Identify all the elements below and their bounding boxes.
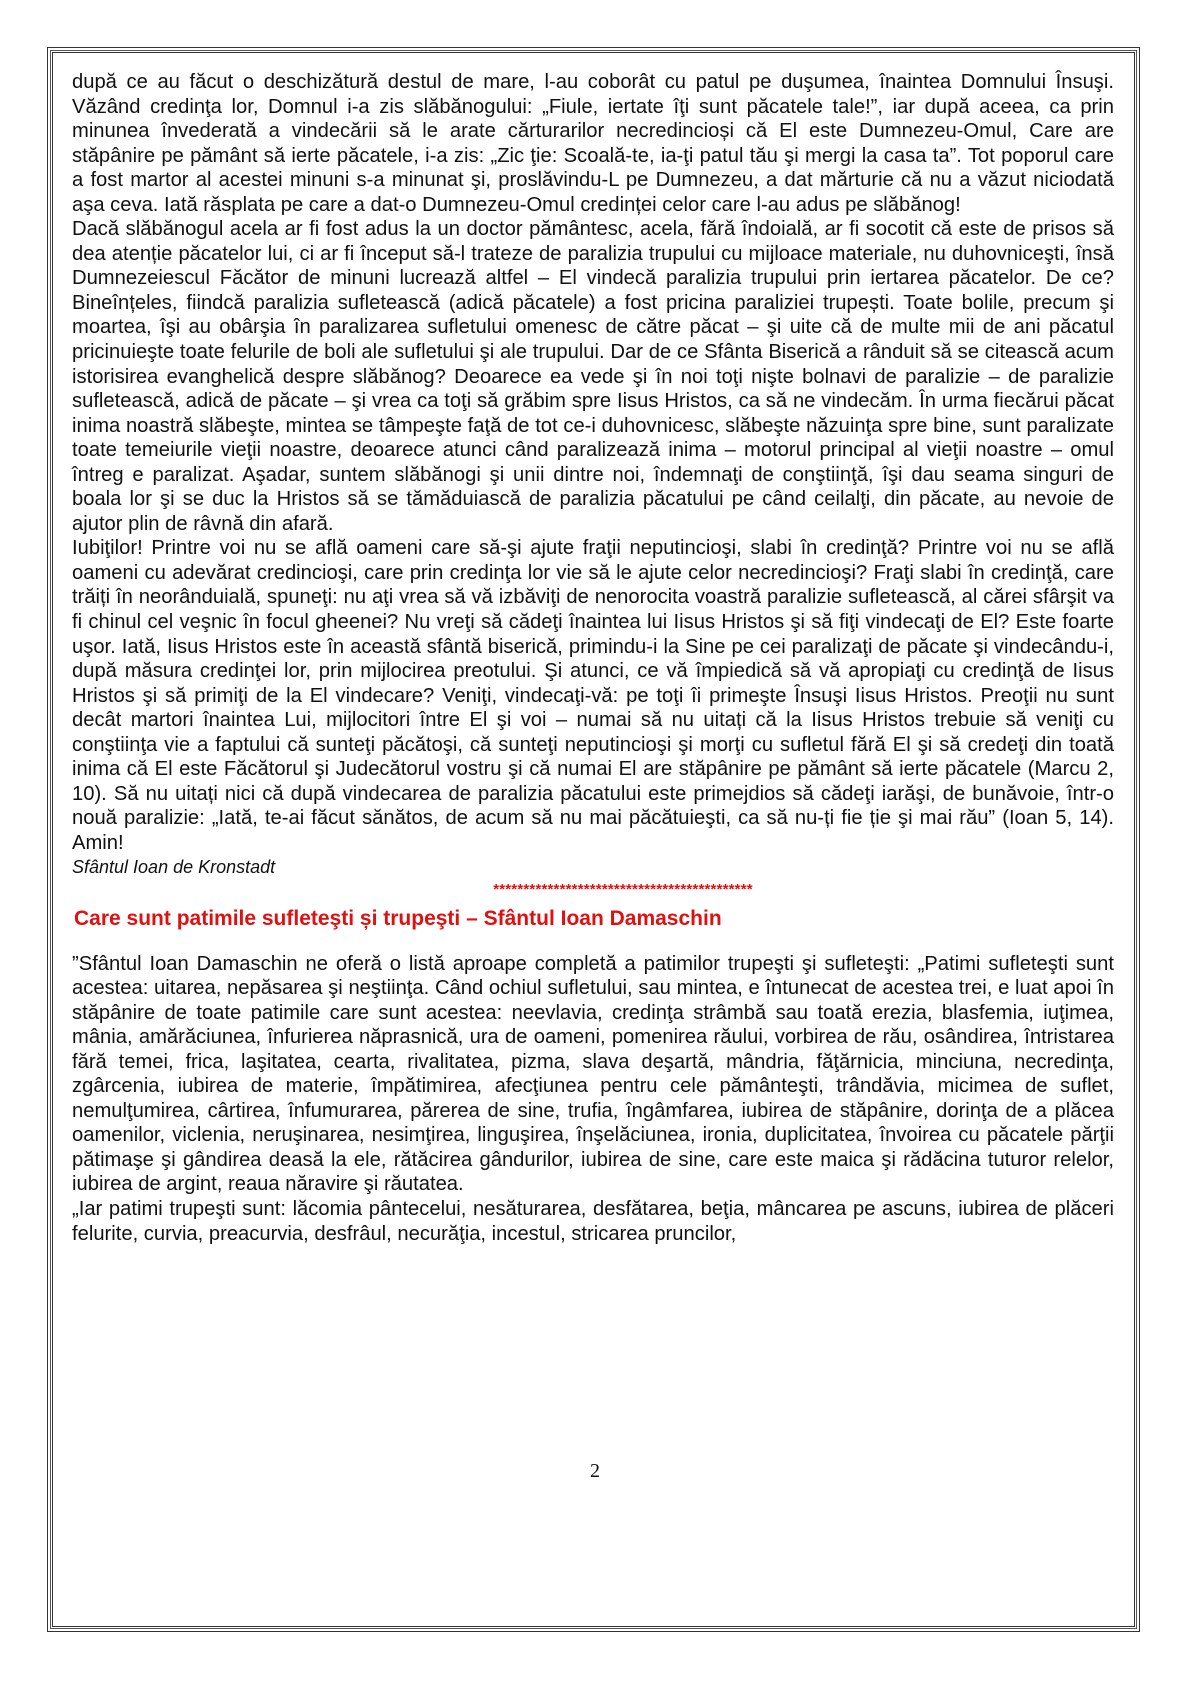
page-body [72,70,1114,1246]
paragraph: după ce au făcut o deschizătură destul de mare, l-au coborât cu patul pe duşumea, înaintea Domnului Însuşi. Văzând credinţa lor, Domnul i-a zis slăbănogului: „Fiule, iertate îţi sunt păcatele tale!”, iar după aceea, ca prin minunea învederată a vindecării să le arate cărturarilor necredincioși că El este Dumnezeu-Omul, Care are stăpânire pe pământ să ierte păcatele, i-a zis: „Zic ţie: Scoală-te, ia-ţi patul tău şi mergi la casa ta”. Tot poporul care a fost martor al acestei minuni s-a minunat şi, proslăvindu-L pe Dumnezeu, a dat mărturie că nu a văzut niciodată aşa ceva. Iată răsplata pe care a dat-o Dumnezeu-Omul credinței celor care l-au adus pe slăbănog! [72,71,1114,216]
paragraph: Iubiţilor! Printre voi nu se află oameni care să-şi ajute fraţii neputincioşi, slabi în credinţă? Printre voi nu se află oameni cu adevărat credincioşi, care prin credinţa lor vie să le ajute celor necredincioşi? Fraţi slabi în credinţă, care trăiți în neorânduială, spuneţi: nu aţi vrea să vă izbăviţi de nenorocita voastră paralizie sufletească, al cărei sfârşit va fi chinul cel veşnic în focul gheenei? Nu vreţi să cădeţi înaintea lui Iisus Hristos şi să fiţi vindecaţi de El? Este foarte uşor. Iată, Iisus Hristos este în această sfântă biserică, primindu-i la Sine pe cei paralizaţi de păcate şi vindecându-i, după măsura credinţei lor, prin mijlocirea preotului. Şi atunci, ce vă împiedică să vă apropiaţi cu credinţă de Iisus Hristos şi să primiţi de la El vindecare? Veniţi, vindecaţi-vă: pe toţi îi primeşte Însuşi Iisus Hristos. Preoţii nu sunt decât martori înaintea Lui, mijlocitori între El şi voi – numai să nu uitați că la Iisus Hristos trebuie să veniţi cu conştiinţa vie a faptului că sunteţi păcătoşi, că sunteţi neputincioşi şi morţi cu sufletul fără El şi să credeţi din toată inima că El este Făcătorul şi Judecătorul vostru şi că numai El are stăpânire pe pământ să ierte păcatele (Marcu 2, 10). Să nu uitați nici că după vindecarea de paralizia păcatului este primejdios să cădeţi iarăşi, de bunăvoie, într-o nouă paralizie: „Iată, te-ai făcut sănătos, de acum să nu mai păcătuieşti, ca să nu-ți fie ție şi mai rău” (Ioan 5, 14). Amin! [72,537,1114,854]
paragraph: „Iar patimi trupeşti sunt: lăcomia pântecelui, nesăturarea, desfătarea, beţia, mâncarea pe ascuns, iubirea de plăceri felurite, curvia, preacurvia, desfrâul, necurăţia, incestul, stricarea pruncilor, [72,1197,1114,1245]
author-signature: Sfântul Ioan de Kronstadt [72,856,276,877]
paragraph: ”Sfântul Ioan Damaschin ne oferă o listă aproape completă a patimilor trupeşti şi sufleteşti: „Patimi sufleteşti sunt acestea: uitarea, nepăsarea şi neştiinţa. Când ochiul sufletului, sau mintea, e întunecat de acestea trei, e luat apoi în stăpânire de toate patimile care sunt acestea: neevlavia, credinţa strâmbă sau toată erezia, blasfemia, iuţimea, mânia, amărăciunea, înfurierea năprasnică, ura de oameni, pomenirea răului, vorbirea de rău, osândirea, întristarea fără temei, frica, laşitatea, cearta, rivalitatea, pizma, slava deşartă, mândria, făţărnicia, minciuna, necredinţa, zgârcenia, iubirea de materie, împătimirea, afecţiunea pentru cele pământeşti, trândăvia, micimea de suflet, nemulţumirea, cârtirea, înfumurarea, părerea de sine, trufia, îngâmfarea, iubirea de stăpânire, dorinţa de a plăcea oamenilor, viclenia, neruşinarea, nesimţirea, linguşirea, înşelăciunea, ironia, duplicitatea, învoirea cu păcatele părţii pătimaşe şi gândirea deasă la ele, rătăcirea gândurilor, iubirea de sine, care este maica şi rădăcina tuturor relelor, iubirea de argint, reaua năravire şi răutatea. [72,952,1114,1196]
article-title: Care sunt patimile sufleteşti și trupeşti – Sfântul Ioan Damaschin [74,906,722,930]
paragraph: Dacă slăbănogul acela ar fi fost adus la un doctor pământesc, acela, fără îndoială, ar fi socotit că este de prisos să dea atenție păcatelor lui, ci ar fi început să-l trateze de paralizia trupului cu mijloace materiale, nu duhovniceşti, însă Dumnezeiescul Făcător de minuni lucrează altfel – El vindecă paralizia trupului prin iertarea păcatelor. De ce? Bineînțeles, fiindcă paralizia sufletească (adică păcatele) a fost pricina paraliziei trupești. Toate bolile, precum şi moartea, îşi au obârşia în paralizarea sufletului omenesc de către păcat – şi uite că de multe mii de ani păcatul pricinuieşte toate felurile de boli ale sufletului şi ale trupului. Dar de ce Sfânta Biserică a rânduit să se citească acum istorisirea evanghelică despre slăbănog? Deoarece ea vede şi în noi toţi nişte bolnavi de paralizie – de paralizie sufletească, adică de păcate – şi vrea ca toţi să grăbim spre Iisus Hristos, ca să ne vindecăm. În urma fiecărui păcat inima noastră slăbeşte, mintea se tâmpeşte faţă de tot ce-i duhovnicesc, slăbeşte năzuinţa spre bine, sunt paralizate toate temeiurile vieţii noastre, deoarece atunci când paralizează inima – motorul principal al vieţii noastre – omul întreg e paralizat. Aşadar, suntem slăbănogi şi unii dintre noi, îndemnaţi de conştiinţă, îşi dau seama singuri de boala lor şi se duc la Hristos să se tămăduiască de paralizia păcatului pe când ceilalţi, din păcate, au nevoie de ajutor plin de râvnă din afară. [72,218,1114,535]
article-kronstadt [72,70,1114,878]
article-damaschin [72,906,1114,1247]
section-separator: ******************************************* [493,880,753,898]
page-number: 2 [590,1460,600,1482]
